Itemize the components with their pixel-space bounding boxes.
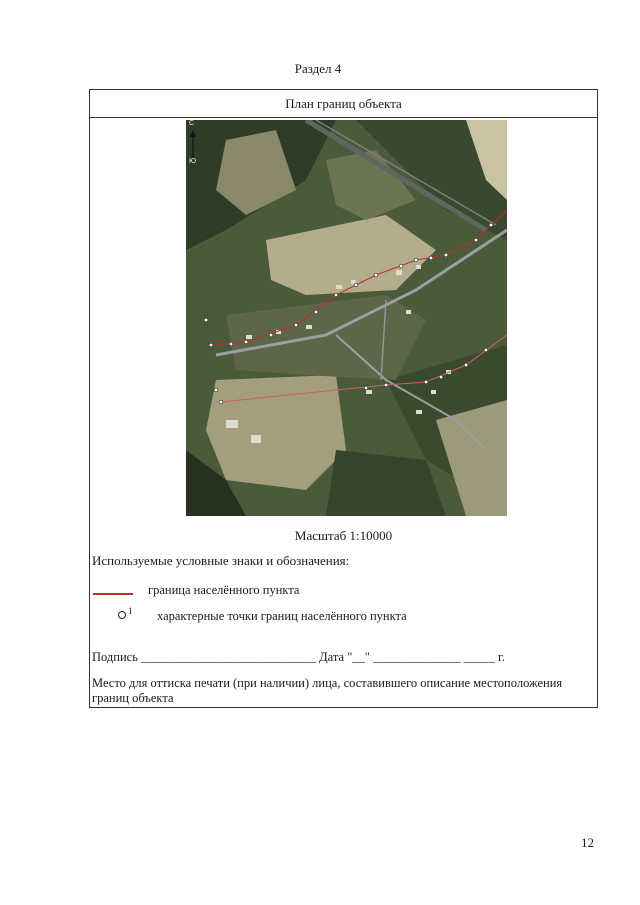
boundary-line-symbol bbox=[93, 593, 133, 595]
north-letter: С bbox=[189, 120, 195, 127]
signature-line: Подпись ____________________________ Дата "__" ______________ _____ г. bbox=[92, 650, 505, 664]
frame-header: План границ объекта bbox=[90, 90, 597, 118]
map-scale: Масштаб 1:10000 bbox=[294, 528, 393, 543]
satellite-map bbox=[186, 120, 507, 516]
section-title: Раздел 4 bbox=[294, 61, 342, 76]
boundary-point-number: 1 bbox=[128, 606, 133, 616]
boundary-plan-frame bbox=[89, 89, 598, 708]
map-image bbox=[186, 120, 507, 516]
boundary-point-label: характерные точки границ населённого пункта bbox=[157, 609, 407, 623]
legend-heading: Используемые условные знаки и обозначения: bbox=[92, 553, 350, 568]
south-letter: Ю bbox=[189, 158, 197, 165]
page-number: 12 bbox=[581, 835, 594, 850]
boundary-point-symbol bbox=[118, 611, 126, 619]
boundary-line-label: граница населённого пункта bbox=[148, 583, 300, 597]
stamp-placeholder-text: Место для оттиска печати (при наличии) лица, составившего описание местоположения границ объекта bbox=[92, 676, 563, 705]
